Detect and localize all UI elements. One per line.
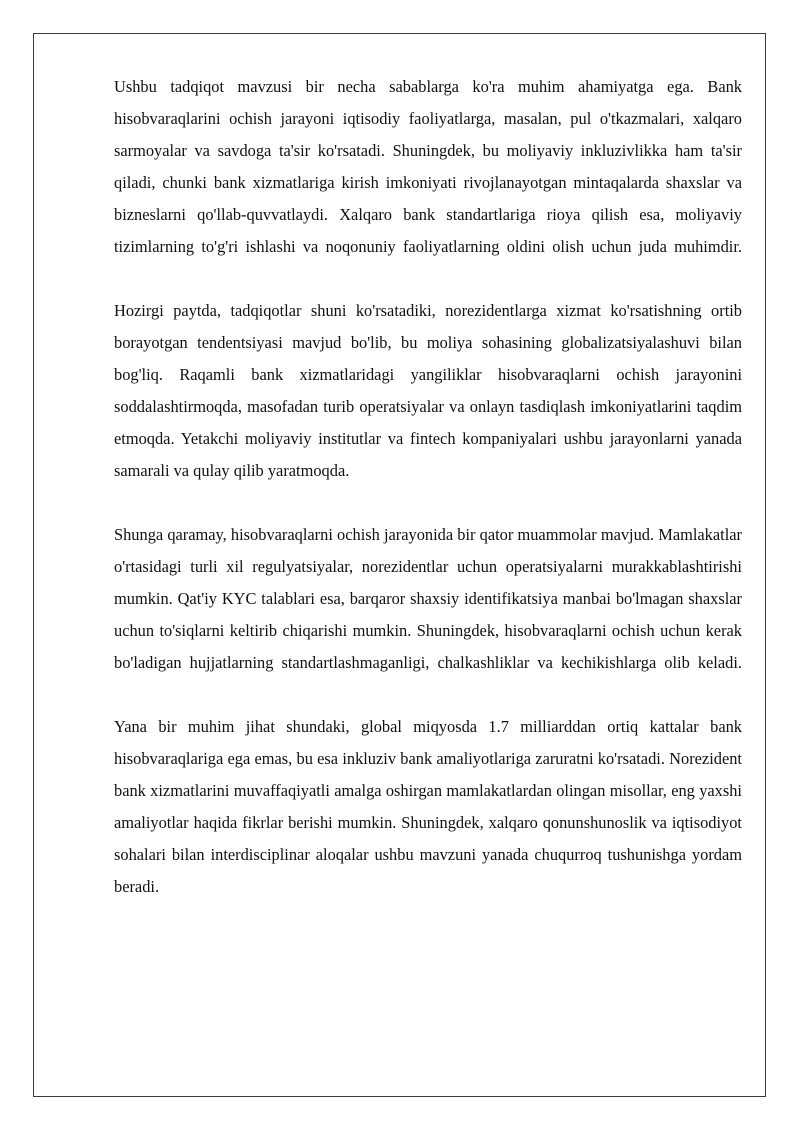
paragraph-3: Shunga qaramay, hisobvaraqlarni ochish jarayonida bir qator muammolar mavjud. Mamlakatlar o'rtasidagi turli xil regulyatsiyalar, norezidentlar uchun operatsiyalarni murakkablashtirishi mumkin. Qat'iy KYC talablari esa, barqaror shaxsiy identifikatsiya manbai bo'lmagan shaxslar uchun to'siqlarni keltirib chiqarishi mumkin. Shuningdek, hisobvaraqlarni ochish uchun kerak bo'ladigan hujjatlarning standartlashmaganligi, chalkashliklar va kechikishlarga olib keladi. <box>114 525 742 672</box>
paragraph-2: Hozirgi paytda, tadqiqotlar shuni ko'rsatadiki, norezidentlarga xizmat ko'rsatishning ortib borayotgan tendentsiyasi mavjud bo'lib, bu moliya sohasining globalizatsiyalashuvi bilan bog'liq. Raqamli bank xizmatlaridagi yangiliklar hisobvaraqlarni ochish jarayonini soddalashtirmoqda, masofadan turib operatsiyalar va onlayn tasdiqlash imkoniyatlarini taqdim etmoqda. Yetakchi moliyaviy institutlar va fintech kompaniyalari ushbu jarayonlarni yanada samarali va qulay qilib yaratmoqda. <box>114 301 742 480</box>
document-body <box>114 71 742 935</box>
paragraph-4: Yana bir muhim jihat shundaki, global miqyosda 1.7 milliarddan ortiq kattalar bank hisobvaraqlariga ega emas, bu esa inkluziv bank amaliyotlariga zaruratni ko'rsatadi. Norezident bank xizmatlarini muvaffaqiyatli amalga oshirgan mamlakatlardan olingan misollar, eng yaxshi amaliyotlar haqida fikrlar berishi mumkin. Shuningdek, xalqaro qonunshunoslik va iqtisodiyot sohalari bilan interdisciplinar aloqalar ushbu mavzuni yanada chuqurroq tushunishga yordam beradi. <box>114 717 742 896</box>
paragraph-1: Ushbu tadqiqot mavzusi bir necha sabablarga ko'ra muhim ahamiyatga ega. Bank hisobvaraqlarini ochish jarayoni iqtisodiy faoliyatlarga, masalan, pul o'tkazmalari, xalqaro sarmoyalar va savdoga ta'sir ko'rsatadi. Shuningdek, bu moliyaviy inkluzivlikka ham ta'sir qiladi, chunki bank xizmatlariga kirish imkoniyati rivojlanayotgan mintaqalarda shaxslar va bizneslarni qo'llab-quvvatlaydi. Xalqaro bank standartlariga rioya qilish esa, moliyaviy tizimlarning to'g'ri ishlashi va noqonuniy faoliyatlarning oldini olish uchun juda muhimdir. <box>114 77 742 256</box>
